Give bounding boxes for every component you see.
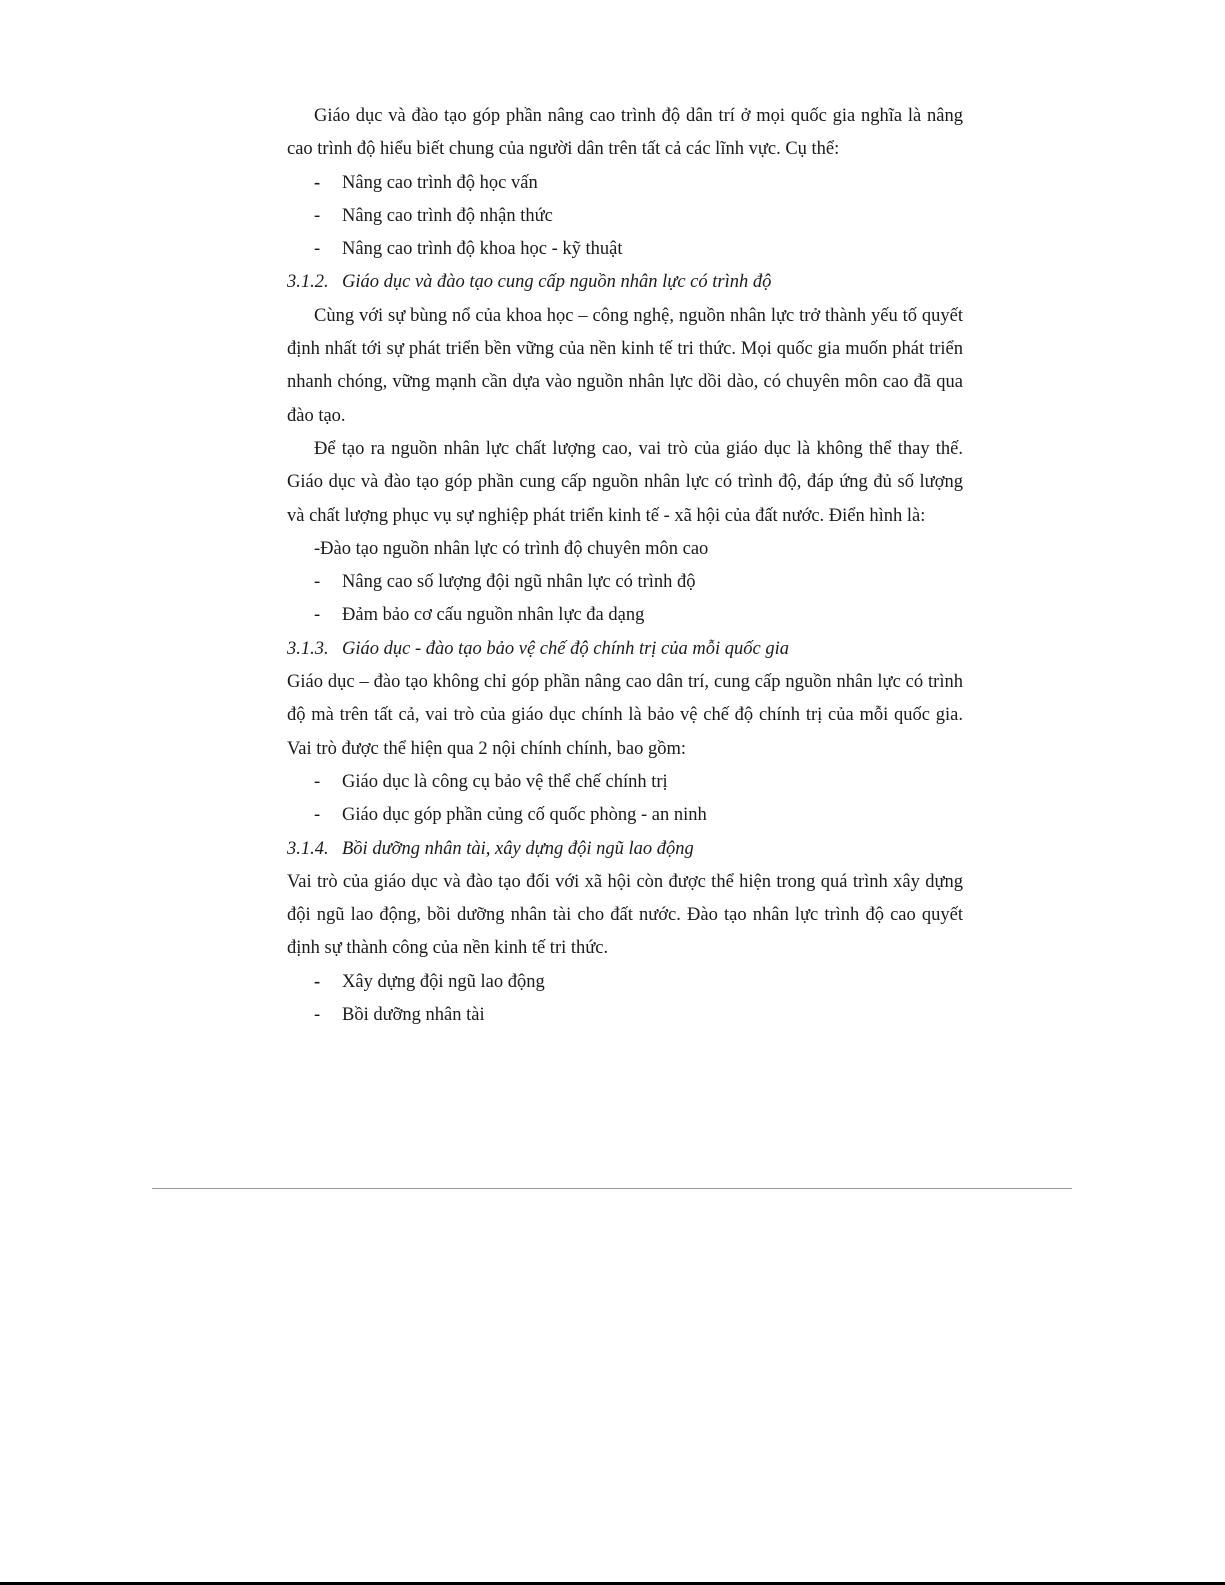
bullet-marker: - [314,572,321,593]
list-item-text: Bồi dưỡng nhân tài [342,1005,485,1026]
bullet-marker: - [314,239,321,260]
section-heading-3-1-3 [287,633,963,666]
section-title: Giáo dục - đào tạo bảo vệ chế độ chính trị của mỗi quốc gia [342,638,789,659]
section-number: 3.1.4. [287,838,329,859]
section-3-1-2-paragraph-2: Để tạo ra nguồn nhân lực chất lượng cao, vai trò của giáo dục là không thể thay thế. Giáo dục và đào tạo góp phần cung cấp nguồn nhân lực có trình độ, đáp ứng đủ số lượng và chất lượng phục vụ sự nghiệp phát triển kinh tế - xã hội của đất nước. Điển hình là: [287,438,963,526]
section-number: 3.1.2. [287,272,329,293]
list-item-text: Giáo dục góp phần củng cố quốc phòng - an ninh [342,805,707,826]
bullet-marker: - [314,771,321,792]
section-3-1-2-bullet-list [287,566,963,633]
intro-paragraph: Giáo dục và đào tạo góp phần nâng cao trình độ dân trí ở mọi quốc gia nghĩa là nâng cao trình độ hiểu biết chung của người dân trên tất cả các lĩnh vực. Cụ thể: [287,106,963,160]
section-3-1-4-bullet-list [287,966,963,1033]
list-item [287,599,963,632]
list-item [287,233,963,266]
bullet-marker: - [314,172,321,193]
bullet-marker: - [314,605,321,626]
section-title: Bồi dưỡng nhân tài, xây dựng đội ngũ lao động [342,838,694,859]
section-number: 3.1.3. [287,638,329,659]
bullet-marker: - [314,1005,321,1026]
list-item [287,966,963,999]
section-3-1-3-paragraph: Giáo dục – đào tạo không chỉ góp phần nâng cao dân trí, cung cấp nguồn nhân lực có trình độ mà trên tất cả, vai trò của giáo dục chính là bảo vệ chế độ chính trị của mỗi quốc gia. Vai trò được thể hiện qua 2 nội chính chính, bao gồm: [287,672,963,759]
bullet-marker: - [314,805,321,826]
bullet-marker: - [314,971,321,992]
section-3-1-2-paragraph-1: Cùng với sự bùng nổ của khoa học – công nghệ, nguồn nhân lực trở thành yếu tố quyết định nhất tới sự phát triển bền vững của nền kinh tế tri thức. Mọi quốc gia muốn phát triển nhanh chóng, vững mạnh cần dựa vào nguồn nhân lực dồi dào, có chuyên môn cao đã qua đào tạo. [287,305,963,426]
section-3-1-4-paragraph: Vai trò của giáo dục và đào tạo đối với xã hội còn được thể hiện trong quá trình xây dựng đội ngũ lao động, bồi dưỡng nhân tài cho đất nước. Đào tạo nhân lực trình độ cao quyết định sự thành công của nền kinh tế tri thức. [287,871,963,959]
intro-bullet-list [287,167,963,267]
list-item [287,167,963,200]
section-heading-3-1-2 [287,266,963,299]
list-item [287,999,963,1032]
document-body [287,100,963,1032]
list-item-text: Nâng cao trình độ học vấn [342,172,538,193]
list-item-text: Nâng cao trình độ khoa học - kỹ thuật [342,239,623,260]
bullet-marker: - [314,205,321,226]
list-item-text: Nâng cao trình độ nhận thức [342,205,553,226]
section-heading-3-1-4 [287,833,963,866]
list-item [287,799,963,832]
list-item-text: Đảm bảo cơ cấu nguồn nhân lực đa dạng [342,605,645,626]
list-item [287,200,963,233]
section-3-1-3-bullet-list [287,766,963,833]
list-item-text: Nâng cao số lượng đội ngũ nhân lực có trình độ [342,572,696,593]
list-item [287,566,963,599]
page-divider [152,1188,1072,1189]
list-item-text: Xây dựng đội ngũ lao động [342,971,545,992]
list-item-text: Giáo dục là công cụ bảo vệ thể chế chính trị [342,771,668,792]
section-3-1-2-inline-item: -Đào tạo nguồn nhân lực có trình độ chuyên môn cao [314,538,709,559]
section-title: Giáo dục và đào tạo cung cấp nguồn nhân lực có trình độ [342,272,772,293]
list-item [287,766,963,799]
